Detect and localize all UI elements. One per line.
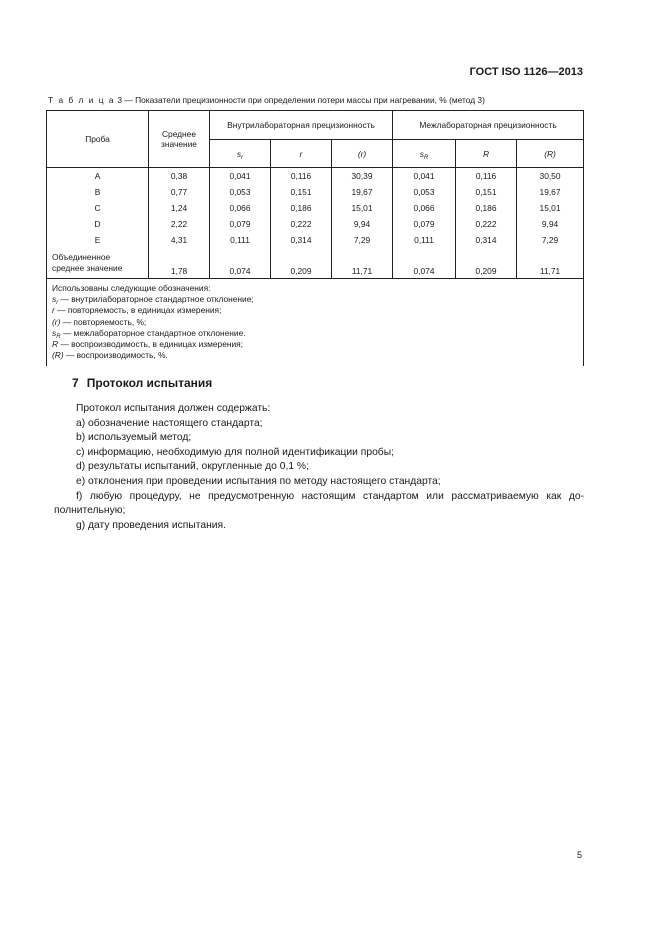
cell-r-pct: 15,01: [332, 200, 393, 216]
section-number: 7: [72, 376, 79, 390]
page-number: 5: [576, 850, 582, 860]
cell-r: 0,116: [271, 168, 332, 185]
cell-sr: 0,111: [210, 232, 271, 248]
cell-sr: 0,053: [210, 184, 271, 200]
col-header-sR: $s_R$: [393, 140, 456, 168]
col-header-sr: $s_r$: [210, 140, 271, 168]
cell-mean: 4,31: [149, 232, 210, 248]
cell-sr: 0,041: [210, 168, 271, 185]
cell-R: 0,222: [456, 216, 517, 232]
cell-sR: 0,053: [393, 184, 456, 200]
cell-R-pct: 9,94: [517, 216, 584, 232]
cell-sr: 0,066: [210, 200, 271, 216]
document-header: ГОСТ ISO 1126—2013: [469, 66, 583, 78]
list-item: b) используемый метод;: [76, 432, 192, 444]
table-caption-number: 3: [117, 95, 123, 105]
col-header-R: R: [456, 140, 517, 168]
col-header-R-pct: (R): [517, 140, 584, 168]
section-title: [72, 376, 212, 390]
table-caption-label: Т а б л и ц а: [48, 95, 116, 105]
cell-r: 0,314: [271, 232, 332, 248]
table-notes-row: [47, 279, 584, 367]
col-group-repeatability: Внутрилабораторная прецизионность: [210, 111, 393, 140]
paragraph: Протокол испытания должен содержать:: [76, 403, 271, 414]
list-item: f) любую процедуру, не предусмотренную настоящим стандартом или рассматриваемую как до-полнительную;: [54, 490, 584, 517]
section-title-text: Протокол испытания: [86, 376, 213, 390]
cell-sample: E: [47, 232, 149, 248]
table-caption-text: — Показатели прецизионности при определении потери массы при нагревании, % (метод 3): [124, 95, 485, 105]
note-r-pct: (r) — повторяемость, %;: [52, 316, 147, 327]
cell-R-pct: 19,67: [517, 184, 584, 200]
table-row: [47, 168, 584, 185]
cell-combined-label: Объединенное среднее значение: [47, 248, 149, 279]
note-R: R — воспроизводимость, в единицах измерения;: [52, 339, 244, 350]
col-header-r: r: [271, 140, 332, 168]
cell-sR: 0,066: [393, 200, 456, 216]
cell-R: 0,116: [456, 168, 517, 185]
cell-r-pct: 30,39: [332, 168, 393, 185]
table-row-combined: [47, 248, 584, 279]
table-notes: [47, 279, 584, 367]
cell-R-pct: 7,29: [517, 232, 584, 248]
cell-r: 0,209: [271, 248, 332, 279]
cell-r: 0,186: [271, 200, 332, 216]
list-item: a) обозначение настоящего стандарта;: [76, 417, 263, 429]
cell-R: 0,314: [456, 232, 517, 248]
cell-r-pct: 19,67: [332, 184, 393, 200]
table-row: [47, 184, 584, 200]
section-body: [54, 402, 584, 533]
cell-sample: B: [47, 184, 149, 200]
cell-r-pct: 11,71: [332, 248, 393, 279]
cell-mean: 1,24: [149, 200, 210, 216]
cell-mean: 2,22: [149, 216, 210, 232]
cell-sR: 0,041: [393, 168, 456, 185]
note-r: r — повторяемость, в единицах измерения;: [52, 305, 222, 316]
cell-R: 0,151: [456, 184, 517, 200]
cell-sR: 0,111: [393, 232, 456, 248]
col-header-mean: Среднее значение: [149, 111, 210, 168]
table-caption: [48, 95, 608, 105]
cell-sample: A: [47, 168, 149, 185]
col-group-reproducibility: Межлабораторная прецизионность: [393, 111, 584, 140]
cell-sR: 0,074: [393, 248, 456, 279]
note-R-pct: (R) — воспроизводимость, %.: [52, 350, 168, 361]
list-item: e) отклонения при проведении испытания по методу настоящего стандарта;: [76, 475, 441, 487]
note-sR: $s_R$ — межлабораторное стандартное отклонение.: [52, 327, 246, 340]
note-sr: $s_r$ — внутрилабораторное стандартное отклонение;: [52, 294, 254, 307]
list-item: g) дату проведения испытания.: [76, 519, 226, 531]
cell-mean: 1,78: [149, 248, 210, 279]
cell-sr: 0,079: [210, 216, 271, 232]
col-header-r-pct: (r): [332, 140, 393, 168]
table-row: [47, 200, 584, 216]
cell-R-pct: 30,50: [517, 168, 584, 185]
cell-R: 0,209: [456, 248, 517, 279]
cell-r: 0,222: [271, 216, 332, 232]
cell-R: 0,186: [456, 200, 517, 216]
list-item: c) информацию, необходимую для полной идентификации пробы;: [76, 446, 394, 458]
cell-mean: 0,77: [149, 184, 210, 200]
col-header-sample: Проба: [47, 111, 149, 168]
cell-r-pct: 7,29: [332, 232, 393, 248]
cell-sample: C: [47, 200, 149, 216]
cell-sr: 0,074: [210, 248, 271, 279]
cell-mean: 0,38: [149, 168, 210, 185]
table-row: [47, 216, 584, 232]
cell-R-pct: 11,71: [517, 248, 584, 279]
list-item: d) результаты испытаний, округленные до 0,1 %;: [76, 461, 309, 473]
cell-sample: D: [47, 216, 149, 232]
table-row: [47, 232, 584, 248]
cell-sR: 0,079: [393, 216, 456, 232]
precision-table: [46, 110, 584, 366]
cell-r: 0,151: [271, 184, 332, 200]
cell-R-pct: 15,01: [517, 200, 584, 216]
note-intro: Использованы следующие обозначения:: [52, 283, 211, 293]
cell-r-pct: 9,94: [332, 216, 393, 232]
